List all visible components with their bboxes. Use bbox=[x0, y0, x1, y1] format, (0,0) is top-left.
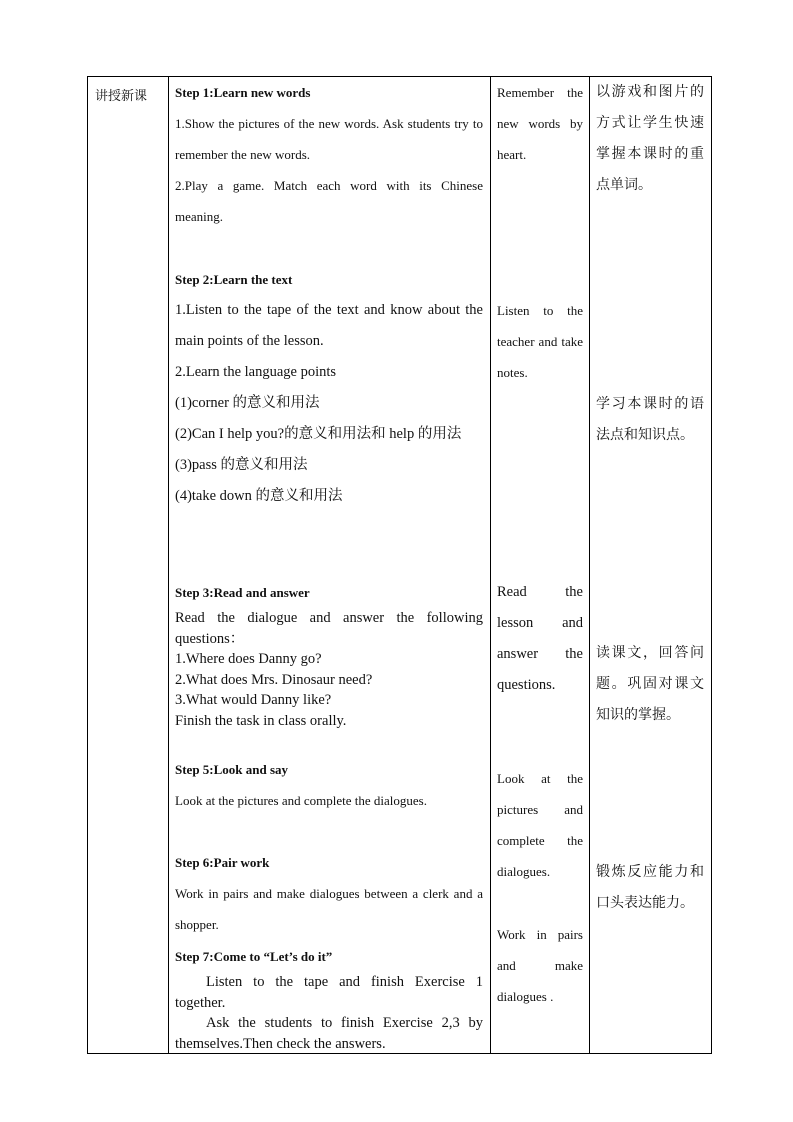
step-3 bbox=[175, 577, 483, 731]
step-3-line-1: Read the dialogue and answer the following questions： bbox=[175, 610, 483, 647]
step-2-line-1: 1.Listen to the tape of the text and know about the main points of the lesson. bbox=[175, 302, 483, 349]
step-2-line-2: 2.Learn the language points bbox=[175, 364, 337, 380]
table-row bbox=[88, 77, 712, 1054]
step-3-title: Step 3:Read and answer bbox=[175, 585, 310, 600]
design-intent-2: 学习本课时的语法点和知识点。 bbox=[596, 396, 704, 443]
question-2: 2.What does Mrs. Dinosaur need? bbox=[175, 671, 373, 688]
student-activity-3: Read the lesson and answer the questions. bbox=[497, 584, 583, 693]
step-1 bbox=[175, 77, 483, 232]
step-6 bbox=[175, 847, 483, 940]
step-6-line-1: Work in pairs and make dialogues between a clerk and a shopper. bbox=[175, 886, 483, 932]
lesson-plan-table bbox=[87, 76, 712, 1054]
step-7 bbox=[175, 941, 483, 1054]
step-7-title: Step 7:Come to “Let’s do it” bbox=[175, 949, 333, 964]
step-5-title: Step 5:Look and say bbox=[175, 762, 289, 777]
step-7-line-1: Listen to the tape and finish Exercise 1 together. bbox=[175, 974, 483, 1011]
teacher-activity-cell bbox=[169, 77, 491, 1054]
language-point-3: (3)pass 的意义和用法 bbox=[175, 457, 308, 473]
stage-cell bbox=[88, 77, 169, 1054]
step-2-title: Step 2:Learn the text bbox=[175, 272, 293, 287]
design-intent-1: 以游戏和图片的方式让学生快速掌握本课时的重点单词。 bbox=[596, 84, 704, 193]
student-activity-1: Remember the new words by heart. bbox=[497, 85, 583, 162]
step-1-title: Step 1:Learn new words bbox=[175, 85, 311, 100]
student-activity-5: Work in pairs and make dialogues . bbox=[497, 927, 583, 1004]
design-intent-4: 锻炼反应能力和口头表达能力。 bbox=[596, 864, 704, 911]
step-1-line-2: 2.Play a game. Match each word with its Chinese meaning. bbox=[175, 178, 483, 224]
question-1: 1.Where does Danny go? bbox=[175, 651, 322, 667]
design-intent-3: 读课文，回答问题。巩固对课文知识的掌握。 bbox=[596, 645, 704, 723]
step-5 bbox=[175, 754, 483, 816]
language-point-4: (4)take down 的意义和用法 bbox=[175, 488, 343, 504]
step-6-title: Step 6:Pair work bbox=[175, 855, 270, 870]
step-1-line-1: 1.Show the pictures of the new words. Ask students try to remember the new words. bbox=[175, 116, 483, 162]
language-point-1: (1)corner 的意义和用法 bbox=[175, 395, 320, 411]
student-activity-cell bbox=[491, 77, 590, 1054]
stage-label: 讲授新课 bbox=[95, 89, 148, 104]
language-point-2: (2)Can I help you?的意义和用法和 help 的用法 bbox=[175, 426, 462, 442]
student-activity-4: Look at the pictures and complete the dialogues. bbox=[497, 771, 583, 879]
question-3: 3.What would Danny like? bbox=[175, 692, 332, 708]
student-activity-2: Listen to the teacher and take notes. bbox=[497, 303, 583, 380]
step-3-line-2: Finish the task in class orally. bbox=[175, 712, 347, 729]
step-5-line-1: Look at the pictures and complete the dialogues. bbox=[175, 793, 427, 808]
step-7-line-2: Ask the students to finish Exercise 2,3 by themselves.Then check the answers. bbox=[175, 1015, 483, 1052]
step-2 bbox=[175, 264, 483, 512]
design-intent-cell bbox=[590, 77, 712, 1054]
